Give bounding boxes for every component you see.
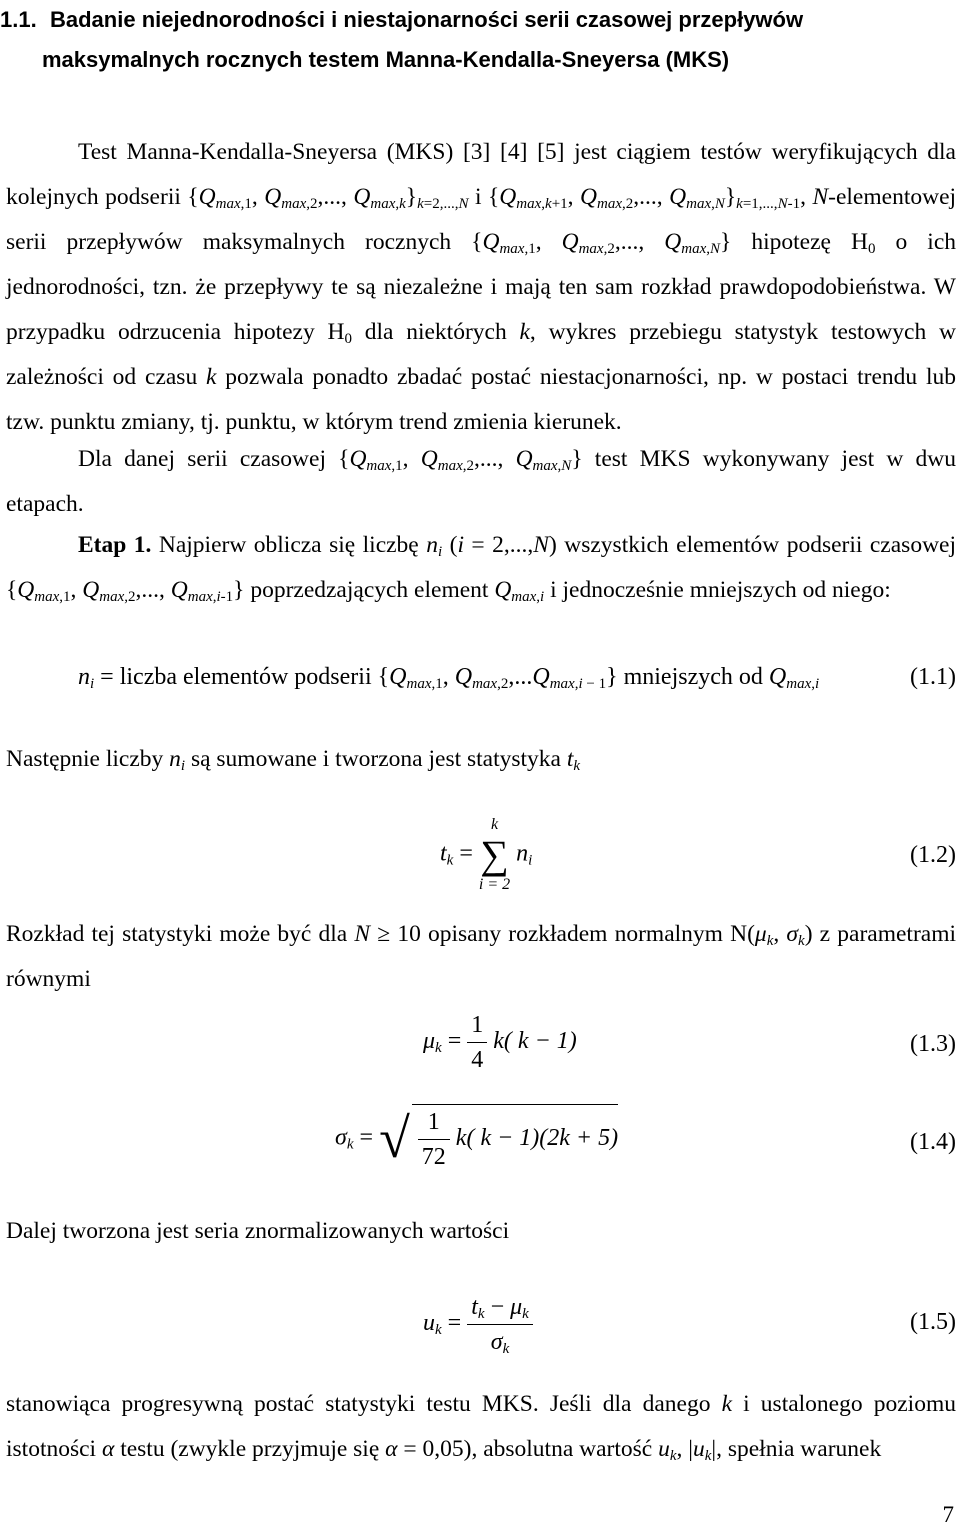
eq4-rhs: k( k − 1)(2k + 5) xyxy=(455,1125,619,1152)
paragraph-5: Rozkład tej statystyki może być dla N ≥ 10 opisany rozkładem normalnym $N(\mu_k$, $\sigma_k$) z parametrami równymi xyxy=(6,921,957,992)
eq3-rhs: k( k − 1) xyxy=(493,1028,577,1055)
equation-number: (1.5) xyxy=(910,1309,956,1335)
frac-num: 1 xyxy=(467,1008,487,1043)
equation-1-2-body: $t_k$ = k ∑ i = 2 $n_i$ xyxy=(440,816,533,893)
equation-number: (1.4) xyxy=(910,1129,956,1155)
p7-text: = 0,05), absolutna wartość xyxy=(397,1436,659,1462)
frac-num: 1 xyxy=(418,1105,450,1140)
p6-text: Dalej tworzona jest seria znormalizowanych wartości xyxy=(6,1218,510,1244)
p7-text: stanowiąca progresywną postać statystyki testu MKS. Jeśli dla danego xyxy=(6,1391,722,1417)
sum-upper: k xyxy=(490,816,499,833)
sum-lower: i = 2 xyxy=(478,876,511,893)
eq1-sign: = xyxy=(94,664,120,690)
p3-text: Najpierw oblicza się liczbę xyxy=(151,532,427,558)
sqrt-icon: √ xyxy=(379,1108,410,1170)
p7-text: |, spełnia warunek xyxy=(711,1436,882,1462)
equation-1-1 xyxy=(0,655,956,715)
equation-1-5-body: $u_k$ = $\frac{t_k - \mu_k}{\sigma_k}$ xyxy=(423,1290,533,1359)
equation-1-4-body: $\sigma_k$ = √ $\frac{1}{72}$ k( k − 1)(2k + 5) xyxy=(335,1104,618,1174)
p4-text: są sumowane i tworzona jest statystyka xyxy=(185,746,567,772)
equation-1-4 xyxy=(0,1100,956,1190)
equation-1-3 xyxy=(0,1008,956,1088)
fraction: $\frac{t_k - \mu_k}{\sigma_k}$ xyxy=(467,1290,533,1359)
equation-1-2 xyxy=(0,815,956,895)
p1-text: hipotezę H xyxy=(731,229,868,255)
p1-text: dla niektórych xyxy=(351,319,520,345)
p1-text: o ich jednorodności, tzn. że przepływy te są niezależne i mają ten sam rozkład prawdopodobieństwa. W przypadku odrzucenia hipotezy H xyxy=(6,229,956,345)
p1-text: i { xyxy=(468,184,500,210)
p2-text: Dla danej serii czasowej { xyxy=(78,446,350,472)
eq1-text: } mniejszych od xyxy=(606,664,769,690)
equation-number: (1.1) xyxy=(910,664,956,690)
p3-text: poprzedzających element xyxy=(244,577,495,603)
heading-line-2: maksymalnych rocznych testem Manna-Kendalla-Sneyersa (MKS) xyxy=(42,47,730,72)
fraction xyxy=(418,1105,450,1174)
p5-text: Rozkład tej statystyki może być dla xyxy=(6,921,355,947)
p3-text: = 2,..., xyxy=(463,532,534,558)
paragraph-3: Etap 1. Najpierw oblicza się liczbę $n_i$ (i = 2,...,N) wszystkich elementów podserii czasowej {$Q_{max,1}$, $Q_{max,2}$,..., $Q_{max,i-1}$} poprzedzających element $Q_{max,i}$ i jednocześnie mniejszych od niego: xyxy=(6,532,956,605)
equation-1-1-body: $n_i$ = liczba elementów podserii {$Q_{max,1}$, $Q_{max,2},...Q_{max,i - 1}$} mniejszych od $Q_{max,i}$ xyxy=(78,664,820,692)
p1-text: elementowej serii przepływów maksymalnych rocznych { xyxy=(6,184,957,255)
eq1-lhs: n xyxy=(78,664,90,690)
equation-number: (1.2) xyxy=(910,842,956,868)
page-number: 7 xyxy=(942,1502,954,1527)
p7-text: testu (zwykle przyjmuje się xyxy=(114,1436,386,1462)
p5-text: ) z parametrami równymi xyxy=(6,921,957,992)
equation-1-5 xyxy=(0,1290,956,1370)
p1-text: Test Manna-Kendalla-Sneyersa (MKS) [3] [4] [5] jest ciągiem testów weryfikujących dla kolejnych podserii { xyxy=(6,139,956,210)
p1-text: , xyxy=(800,184,813,210)
p3-text: ( xyxy=(442,532,458,558)
paragraph-4: Następnie liczby $n_i$ są sumowane i tworzona jest statystyka $t_k$ xyxy=(6,746,581,774)
frac-den: 4 xyxy=(471,1047,484,1073)
paragraph-6 xyxy=(6,1209,956,1254)
summation: k ∑ i = 2 xyxy=(478,816,511,893)
p3-text: i jednocześnie mniejszych od niego: xyxy=(544,577,891,603)
p7-text: , | xyxy=(676,1436,693,1462)
eq1-sub: i xyxy=(90,676,95,692)
paragraph-7: stanowiąca progresywną postać statystyki testu MKS. Jeśli dla danego k i ustalonego poziomu istotności α testu (zwykle przyjmuje się α = 0,05), absolutna wartość $u_k$, $|u_k|$, spełnia warunek xyxy=(6,1391,956,1464)
p1-text: pozwala ponadto zbadać postać niestacjonarności, np. w postaci trendu lub tzw. punktu zmiany, tj. punktu, w którym trend zmienia kierunek. xyxy=(6,364,956,435)
eq1-text: liczba elementów podserii { xyxy=(119,664,390,690)
fraction xyxy=(467,1008,487,1077)
paragraph-2: Dla danej serii czasowej {$Q_{max,1}$, $Q_{max,2}$,..., $Q_{max,N}$} test MKS wykonywany jest w dwu etapach. xyxy=(6,446,957,517)
p7-text: i ustalonego poziomu istotności xyxy=(6,1391,956,1462)
equation-1-3-body: $\mu_k$ = $\frac{1}{4}$ k( k − 1) xyxy=(423,1008,577,1077)
etap-label: Etap 1. xyxy=(78,532,152,558)
p2-text: test MKS wykonywany jest w dwu etapach. xyxy=(6,446,957,517)
section-number: 1.1. xyxy=(0,7,37,32)
p4-text: Następnie liczby xyxy=(6,746,170,772)
p1-text: , wykres przebiegu statystyk testowych w zależności od czasu xyxy=(6,319,956,390)
sqrt-body xyxy=(412,1104,618,1174)
p5-text: ≥ 10 opisany rozkładem normalnym N( xyxy=(370,921,755,947)
section-heading xyxy=(0,0,955,80)
p3-text: ) wszystkich elementów podserii czasowej { xyxy=(6,532,956,603)
frac-den: 72 xyxy=(421,1144,446,1170)
heading-line-1: Badanie niejednorodności i niestajonarności serii czasowej przepływów xyxy=(50,7,804,32)
equation-number: (1.3) xyxy=(910,1031,956,1057)
paragraph-1: Test Manna-Kendalla-Sneyersa (MKS) [3] [4] [5] jest ciągiem testów weryfikujących dla kolejnych podserii {$Q_{max,1}$, $Q_{max,2}$,..., $Q_{max,k}\}_{k=2,...,N}$ i {$Q_{max,k+1}$, $Q_{max,2}$,..., $Q_{max,N}\}_{k=1,...,N-1}$, N-elementowej serii przepływów maksymalnych rocznych {$Q_{max,1}$, $Q_{max,2}$,..., $Q_{max,N}$} hipotezę $H_0$ o ich jednorodności, tzn. że przepływy te są niezależne i mają ten sam rozkład prawdopodobieństwa. W przypadku odrzucenia hipotezy $H_0$ dla niektórych k, wykres przebiegu statystyk testowych w zależności od czasu k pozwala ponadto zbadać postać niestacjonarności, np. w postaci trendu lub tzw. punktu zmiany, tj. punktu, w którym trend zmienia kierunek. xyxy=(6,139,957,435)
